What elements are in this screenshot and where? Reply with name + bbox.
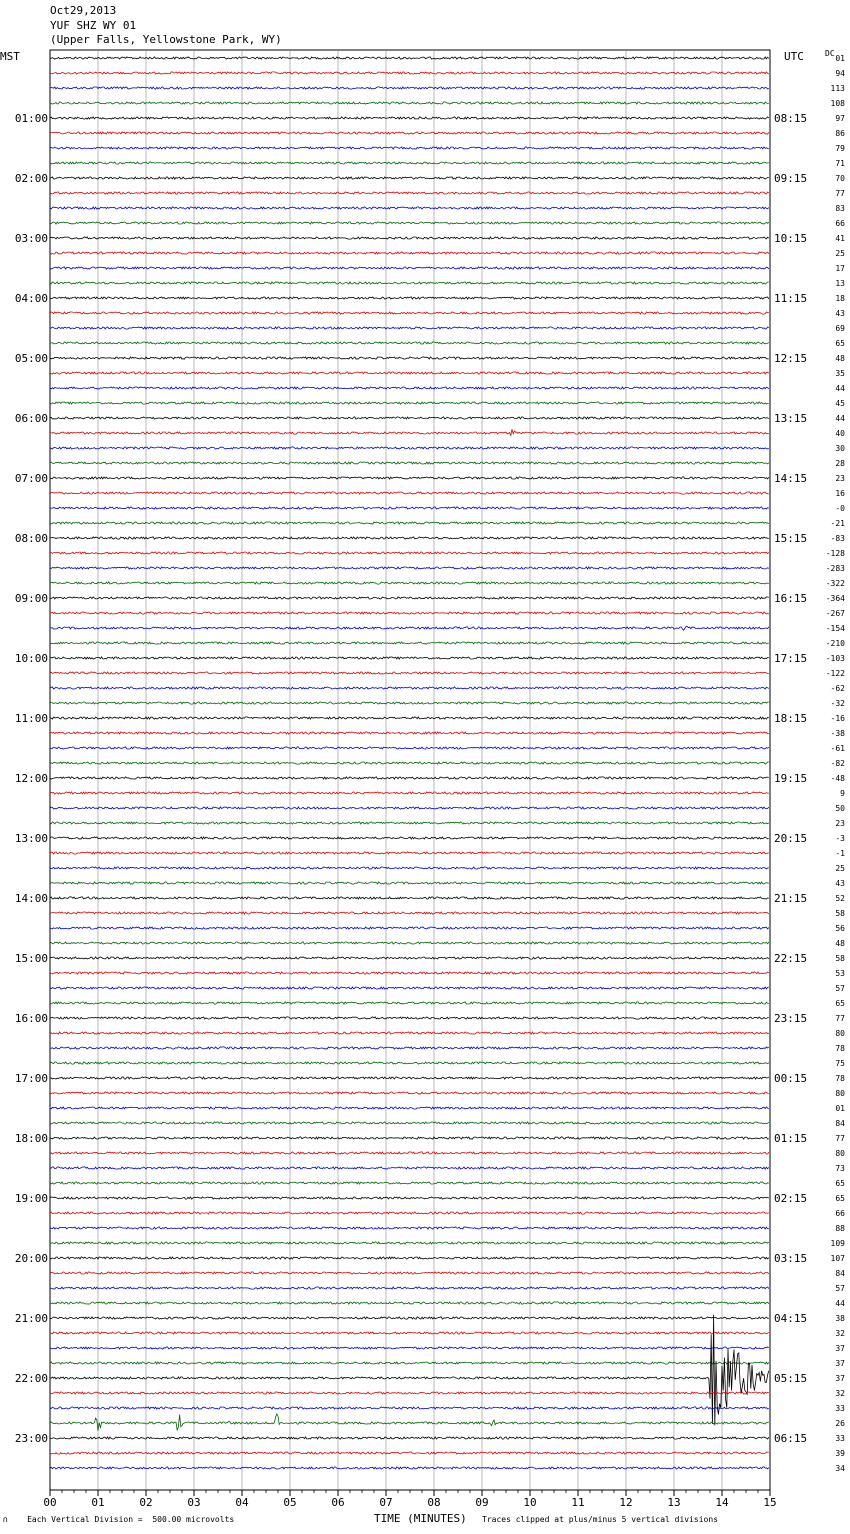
trace-row [50,1272,769,1274]
dc-offset-label: 57 [835,1284,845,1293]
dc-offset-label: 25 [835,864,845,873]
trace-row [50,837,769,839]
dc-offset-label: 33 [835,1404,845,1413]
trace-row [50,447,769,449]
dc-offset-label: 37 [835,1344,845,1353]
utc-hour-label: 18:15 [774,712,808,725]
trace-row [50,582,769,584]
trace-row [50,792,769,794]
dc-offset-label: 109 [830,1239,845,1248]
trace-row [50,357,769,359]
trace-row [50,282,769,284]
trace-row [50,897,769,899]
trace-row [50,1197,769,1199]
utc-hour-label: 14:15 [774,472,808,485]
dc-offset-label: 113 [830,84,845,93]
mst-hour-label: 18:00 [14,1132,48,1145]
dc-offset-label: 58 [835,909,845,918]
dc-offset-label: 83 [835,204,845,213]
x-tick-label: 14 [715,1496,729,1509]
trace-row [50,177,769,179]
dc-offset-label: 77 [835,189,845,198]
mst-hour-label: 15:00 [14,952,48,965]
dc-offset-label: 78 [835,1074,845,1083]
dc-offset-label: 44 [835,1299,845,1308]
dc-offset-label: -16 [830,714,845,723]
dc-offset-label: 43 [835,309,845,318]
dc-offset-label: 48 [835,354,845,363]
mst-hour-label: 08:00 [14,532,48,545]
dc-offset-label: 37 [835,1359,845,1368]
dc-offset-label: 25 [835,249,845,258]
trace-row [50,312,769,314]
trace-row [50,1137,769,1139]
trace-row [50,1317,769,1319]
dc-offset-label: 73 [835,1164,845,1173]
dc-offset-label: -62 [830,684,845,693]
x-tick-label: 11 [571,1496,585,1509]
right-timezone-label: UTC [784,50,804,63]
mst-hour-label: 01:00 [14,112,48,125]
dc-offset-label: 9 [840,789,845,798]
left-timezone-label: MST [0,50,20,63]
dc-offset-label: 17 [835,264,845,273]
dc-offset-label: 80 [835,1089,845,1098]
mst-hour-label: 05:00 [14,352,48,365]
mst-hour-label: 13:00 [14,832,48,845]
utc-hour-label: 16:15 [774,592,808,605]
dc-offset-label: 30 [835,444,845,453]
dc-offset-label: 71 [835,159,845,168]
x-axis-title: TIME (MINUTES) [374,1512,467,1525]
trace-row [50,732,769,734]
dc-offset-label: 84 [835,1269,845,1278]
dc-offset-label: 13 [835,279,845,288]
dc-offset-label: 33 [835,1434,845,1443]
dc-offset-label: 01 [835,54,845,63]
dc-offset-label: 58 [835,954,845,963]
dc-offset-label: 52 [835,894,845,903]
trace-row [50,1227,769,1229]
trace-row [50,882,769,884]
mst-hour-label: 09:00 [14,592,48,605]
dc-offset-label: 43 [835,879,845,888]
mst-hour-label: 19:00 [14,1192,48,1205]
dc-offset-label: 45 [835,399,845,408]
dc-offset-label: -38 [830,729,845,738]
scale-mark: ∩ [3,1515,8,1524]
trace-row [50,972,769,974]
dc-offset-label: 50 [835,804,845,813]
mst-hour-label: 17:00 [14,1072,48,1085]
utc-hour-label: 01:15 [774,1132,808,1145]
trace-row [50,102,769,104]
x-tick-label: 07 [379,1496,393,1509]
trace-row [50,1452,769,1454]
dc-offset-label: 97 [835,114,845,123]
trace-row [50,1167,769,1169]
dc-offset-label: 53 [835,969,845,978]
trace-row [50,626,769,630]
trace-row [50,57,769,59]
clip-note: Traces clipped at plus/minus 5 vertical divisions [482,1515,719,1524]
trace-row [50,267,769,269]
trace-row [50,1122,769,1124]
dc-offset-label: 35 [835,369,845,378]
x-tick-label: 12 [619,1496,633,1509]
trace-row [50,1077,769,1079]
trace-row [50,762,769,764]
dc-offset-label: 48 [835,939,845,948]
mst-hour-label: 10:00 [14,652,48,665]
x-tick-label: 05 [283,1496,297,1509]
trace-row [50,777,769,779]
trace-row [50,1287,769,1289]
dc-offset-label: 65 [835,339,845,348]
dc-offset-label: 65 [835,1194,845,1203]
dc-offset-label: 32 [835,1329,845,1338]
dc-offset-label: -32 [830,699,845,708]
trace-row [50,162,769,164]
trace-row [50,477,769,479]
trace-row [50,657,769,659]
dc-offset-label: -154 [825,624,845,633]
trace-row [50,1302,769,1304]
dc-offset-label: -103 [825,654,845,663]
dc-offset-label: 80 [835,1149,845,1158]
utc-hour-label: 23:15 [774,1012,808,1025]
trace-row [50,372,769,374]
mst-hour-label: 20:00 [14,1252,48,1265]
trace-row [50,252,769,254]
trace-row [50,807,769,809]
dc-offset-label: 75 [835,1059,845,1068]
dc-offset-label: 78 [835,1044,845,1053]
trace-row [50,342,769,344]
dc-offset-label: 32 [835,1389,845,1398]
dc-offset-label: 79 [835,144,845,153]
dc-offset-label: 56 [835,924,845,933]
mst-hour-label: 06:00 [14,412,48,425]
trace-row [50,117,769,119]
dc-offset-label: 28 [835,459,845,468]
dc-offset-label: 84 [835,1119,845,1128]
dc-offset-label: -21 [830,519,845,528]
dc-offset-label: -122 [825,669,845,678]
dc-offset-label: -210 [825,639,845,648]
trace-row [50,297,769,299]
dc-offset-label: 66 [835,1209,845,1218]
dc-offset-label: 80 [835,1029,845,1038]
trace-row [50,1212,769,1214]
trace-row [50,552,769,554]
utc-hour-label: 21:15 [774,892,808,905]
mst-hour-label: 12:00 [14,772,48,785]
dc-offset-label: 39 [835,1449,845,1458]
trace-row [50,1347,769,1349]
utc-hour-label: 20:15 [774,832,808,845]
trace-row [50,1032,769,1034]
trace-row [50,867,769,869]
trace-row [50,132,769,134]
x-tick-label: 09 [475,1496,489,1509]
dc-offset-label: 107 [830,1254,845,1263]
utc-hour-label: 06:15 [774,1432,808,1445]
dc-offset-label: 38 [835,1314,845,1323]
trace-row [50,1047,769,1049]
x-tick-label: 03 [187,1496,201,1509]
dc-offset-label: -61 [830,744,845,753]
dc-offset-label: 44 [835,384,845,393]
dc-offset-label: 108 [830,99,845,108]
trace-row [50,597,769,599]
plot-frame [50,50,770,1490]
dc-offset-label: -283 [825,564,845,573]
trace-row [50,1437,769,1439]
trace-row [50,87,769,89]
mst-hour-label: 07:00 [14,472,48,485]
dc-offset-label: 44 [835,414,845,423]
trace-row [50,1152,769,1154]
trace-row [50,72,769,74]
dc-offset-label: -3 [835,834,845,843]
trace-row [50,417,769,419]
scale-text: Each Vertical Division = 500.00 microvolts [27,1515,235,1524]
dc-title: DC [825,49,835,58]
trace-row [50,429,769,435]
trace-row [50,987,769,989]
dc-offset-label: 26 [835,1419,845,1428]
trace-row [50,642,769,644]
trace-row [50,1414,769,1431]
dc-offset-label: -267 [825,609,845,618]
dc-offset-label: 41 [835,234,845,243]
utc-hour-label: 00:15 [774,1072,808,1085]
utc-hour-label: 09:15 [774,172,808,185]
trace-row [50,927,769,929]
mst-hour-label: 23:00 [14,1432,48,1445]
utc-hour-label: 03:15 [774,1252,808,1265]
trace-row [50,402,769,404]
x-tick-label: 01 [91,1496,105,1509]
trace-row [50,327,769,329]
dc-offset-label: 16 [835,489,845,498]
mst-hour-label: 03:00 [14,232,48,245]
trace-row [50,1257,769,1259]
dc-offset-label: 18 [835,294,845,303]
utc-hour-label: 11:15 [774,292,808,305]
trace-row [50,1092,769,1094]
dc-offset-label: 34 [835,1464,845,1473]
dc-offset-label: 86 [835,129,845,138]
trace-row [50,822,769,824]
x-tick-label: 15 [763,1496,777,1509]
trace-row [50,1332,769,1334]
dc-offset-label: 77 [835,1134,845,1143]
trace-row [50,222,769,224]
station-label: YUF SHZ WY 01 [50,18,137,32]
utc-hour-label: 04:15 [774,1312,808,1325]
trace-row [50,1062,769,1064]
dc-offset-label: 23 [835,819,845,828]
trace-row [50,747,769,749]
trace-row [50,717,769,719]
x-tick-label: 02 [139,1496,153,1509]
dc-offset-label: 88 [835,1224,845,1233]
location-label: (Upper Falls, Yellowstone Park, WY) [50,33,282,46]
x-tick-label: 08 [427,1496,441,1509]
dc-offset-label: 70 [835,174,845,183]
mst-hour-label: 02:00 [14,172,48,185]
trace-row [50,507,769,509]
trace-row [50,687,769,689]
dc-offset-label: 40 [835,429,845,438]
trace-row [50,567,769,569]
trace-row [50,207,769,209]
x-tick-label: 04 [235,1496,249,1509]
trace-row [50,1002,769,1004]
utc-hour-label: 15:15 [774,532,808,545]
utc-hour-label: 19:15 [774,772,808,785]
trace-row [50,1407,769,1409]
utc-hour-label: 08:15 [774,112,808,125]
dc-offset-label: -1 [835,849,845,858]
mst-hour-label: 11:00 [14,712,48,725]
dc-offset-label: -83 [830,534,845,543]
scale-note [3,1515,234,1524]
dc-offset-label: 37 [835,1374,845,1383]
trace-row [50,237,769,239]
dc-offset-label: -48 [830,774,845,783]
trace-row [50,912,769,914]
trace-row [50,492,769,494]
utc-hour-label: 17:15 [774,652,808,665]
trace-row [50,612,769,614]
trace-row [50,1107,769,1109]
trace-row [50,1392,769,1394]
x-tick-label: 13 [667,1496,681,1509]
trace-row [50,852,769,854]
trace-row [50,942,769,944]
date-label: Oct29,2013 [50,4,117,17]
utc-hour-label: 12:15 [774,352,808,365]
dc-offset-label: -128 [825,549,845,558]
trace-row [50,1315,769,1426]
dc-offset-label: 69 [835,324,845,333]
dc-offset-label: -0 [835,504,845,513]
dc-offset-label: -82 [830,759,845,768]
trace-row [50,1467,769,1469]
trace-row [50,1362,769,1364]
dc-offset-label: 57 [835,984,845,993]
mst-hour-label: 22:00 [14,1372,48,1385]
trace-row [50,1242,769,1244]
mst-hour-label: 04:00 [14,292,48,305]
mst-hour-label: 14:00 [14,892,48,905]
trace-row [50,957,769,959]
trace-row [50,537,769,539]
dc-offset-label: 77 [835,1014,845,1023]
mst-hour-label: 16:00 [14,1012,48,1025]
x-tick-label: 00 [43,1496,57,1509]
utc-hour-label: 10:15 [774,232,808,245]
x-tick-label: 10 [523,1496,537,1509]
dc-offset-label: -322 [825,579,845,588]
trace-row [50,672,769,674]
utc-hour-label: 02:15 [774,1192,808,1205]
dc-offset-label: 23 [835,474,845,483]
utc-hour-label: 22:15 [774,952,808,965]
dc-offset-label: 94 [835,69,845,78]
utc-hour-label: 05:15 [774,1372,808,1385]
trace-row [50,192,769,194]
x-tick-label: 06 [331,1496,345,1509]
dc-offset-label: -364 [825,594,845,603]
utc-hour-label: 13:15 [774,412,808,425]
trace-row [50,702,769,704]
trace-row [50,387,769,389]
dc-offset-label: 66 [835,219,845,228]
trace-row [50,1017,769,1019]
trace-row [50,522,769,524]
dc-offset-label: 65 [835,999,845,1008]
mst-hour-label: 21:00 [14,1312,48,1325]
dc-offset-label: 01 [835,1104,845,1113]
trace-row [50,462,769,464]
trace-row [50,1182,769,1184]
trace-row [50,147,769,149]
dc-offset-label: 65 [835,1179,845,1188]
